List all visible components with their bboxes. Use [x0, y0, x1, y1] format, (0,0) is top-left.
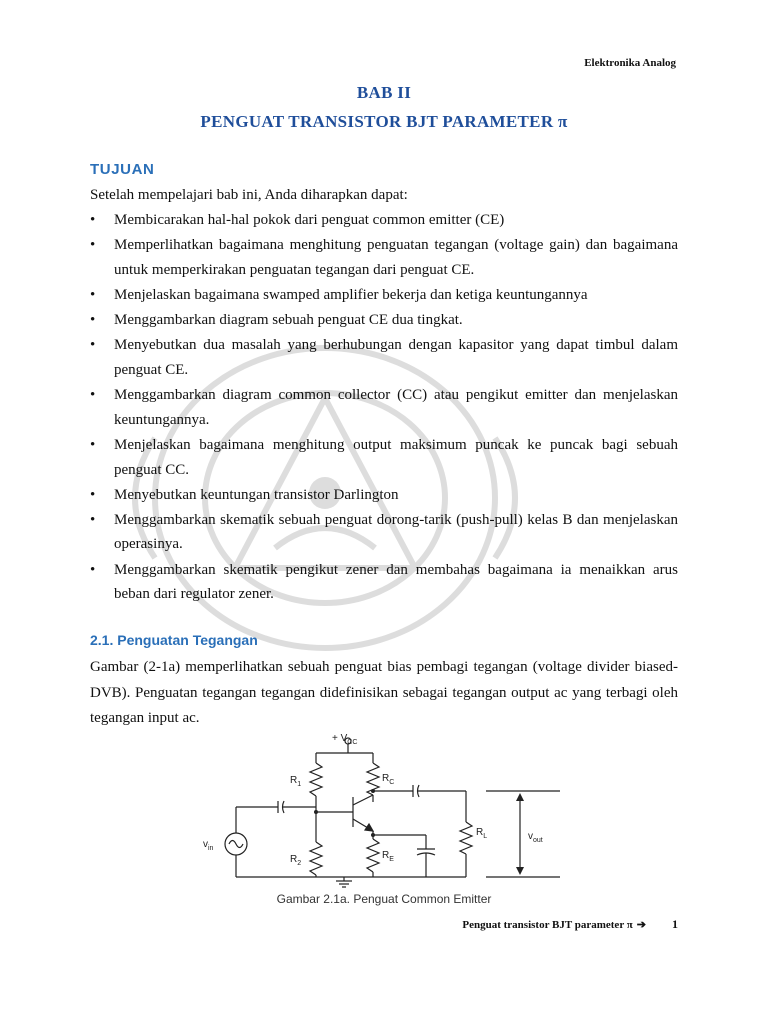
list-item: • Menyebutkan dua masalah yang berhubungan dengan kapasitor yang dapat timbul dalam penguat CE.: [90, 333, 678, 382]
common-emitter-schematic: [198, 727, 568, 893]
bullet-icon: •: [90, 286, 96, 303]
list-item: • Menggambarkan skematik sebuah penguat dorong-tarik (push-pull) kelas B dan menjelaskan operasinya.: [90, 508, 678, 557]
list-item: • Menjelaskan bagaimana swamped amplifier bekerja dan ketiga keuntungannya: [90, 283, 678, 308]
list-item: • Menjelaskan bagaimana menghitung output maksimum puncak ke puncak bagi sebuah penguat CC.: [90, 433, 678, 482]
bullet-icon: •: [90, 387, 96, 404]
rl-label: $R_L$: [476, 827, 488, 840]
bullet-icon: •: [90, 511, 96, 528]
chapter-title: PENGUAT TRANSISTOR BJT PARAMETER π: [200, 112, 568, 131]
r2-label: $R_2$: [290, 854, 302, 867]
bullet-icon: •: [90, 337, 96, 354]
vin-label: $v_{in}$: [203, 839, 214, 852]
objectives-intro: Setelah mempelajari bab ini, Anda diharapkan dapat:: [90, 187, 408, 203]
running-header: Elektronika Analog: [584, 57, 676, 69]
list-item: • Menyebutkan keuntungan transistor Darlington: [90, 483, 678, 508]
list-item: • Menggambarkan diagram common collector (CC) atau pengikut emitter dan menjelaskan keuntungannya.: [90, 383, 678, 432]
list-item: • Memperlihatkan bagaimana menghitung penguatan tegangan (voltage gain) dan bagaimana untuk memperkirakan penguatan tegangan dari penguat CE.: [90, 233, 678, 282]
objectives-list: [90, 208, 678, 607]
bullet-icon: •: [90, 312, 96, 329]
list-item: • Membicarakan hal-hal pokok dari penguat common emitter (CE): [90, 208, 678, 233]
page-footer: [462, 917, 678, 932]
bullet-icon: •: [90, 486, 96, 503]
re-label: $R_E$: [382, 850, 394, 863]
resistor-r1: [310, 763, 322, 796]
bullet-icon: •: [90, 212, 96, 228]
bullet-icon: •: [90, 561, 96, 578]
section-paragraph: Gambar (2-1a) memperlihatkan sebuah penguat bias pembagi tegangan (voltage divider biased-DVB). Penguatan tegangan tegangan didefinisikan sebagai tegangan output ac yang terbagi oleh tegangan input ac.: [90, 659, 678, 726]
page-number: 1: [672, 917, 678, 931]
vout-label: $v_{out}$: [528, 831, 543, 844]
resistor-r2: [310, 842, 322, 875]
rc-label: $R_C$: [382, 773, 395, 786]
list-item: • Menggambarkan diagram sebuah penguat CE dua tingkat.: [90, 308, 678, 333]
footer-title: Penguat transistor BJT parameter π: [462, 918, 633, 931]
section-heading: 2.1. Penguatan Tegangan: [90, 632, 258, 648]
objectives-heading: TUJUAN: [90, 161, 155, 178]
r1-label: $R_1$: [290, 775, 302, 788]
arrow-right-icon: ➔: [636, 919, 646, 931]
bullet-icon: •: [90, 237, 96, 254]
bullet-icon: •: [90, 436, 96, 453]
resistor-rl: [460, 822, 472, 854]
list-item: • Menggambarkan skematik pengikut zener dan membahas bagaimana ia menaikkan arus beban dari regulator zener.: [90, 558, 678, 607]
vcc-label: + $V_{CC}$: [332, 733, 358, 746]
resistor-re: [367, 839, 379, 872]
chapter-number: BAB II: [356, 83, 412, 102]
figure-caption: Gambar 2.1a. Penguat Common Emitter: [276, 892, 492, 906]
